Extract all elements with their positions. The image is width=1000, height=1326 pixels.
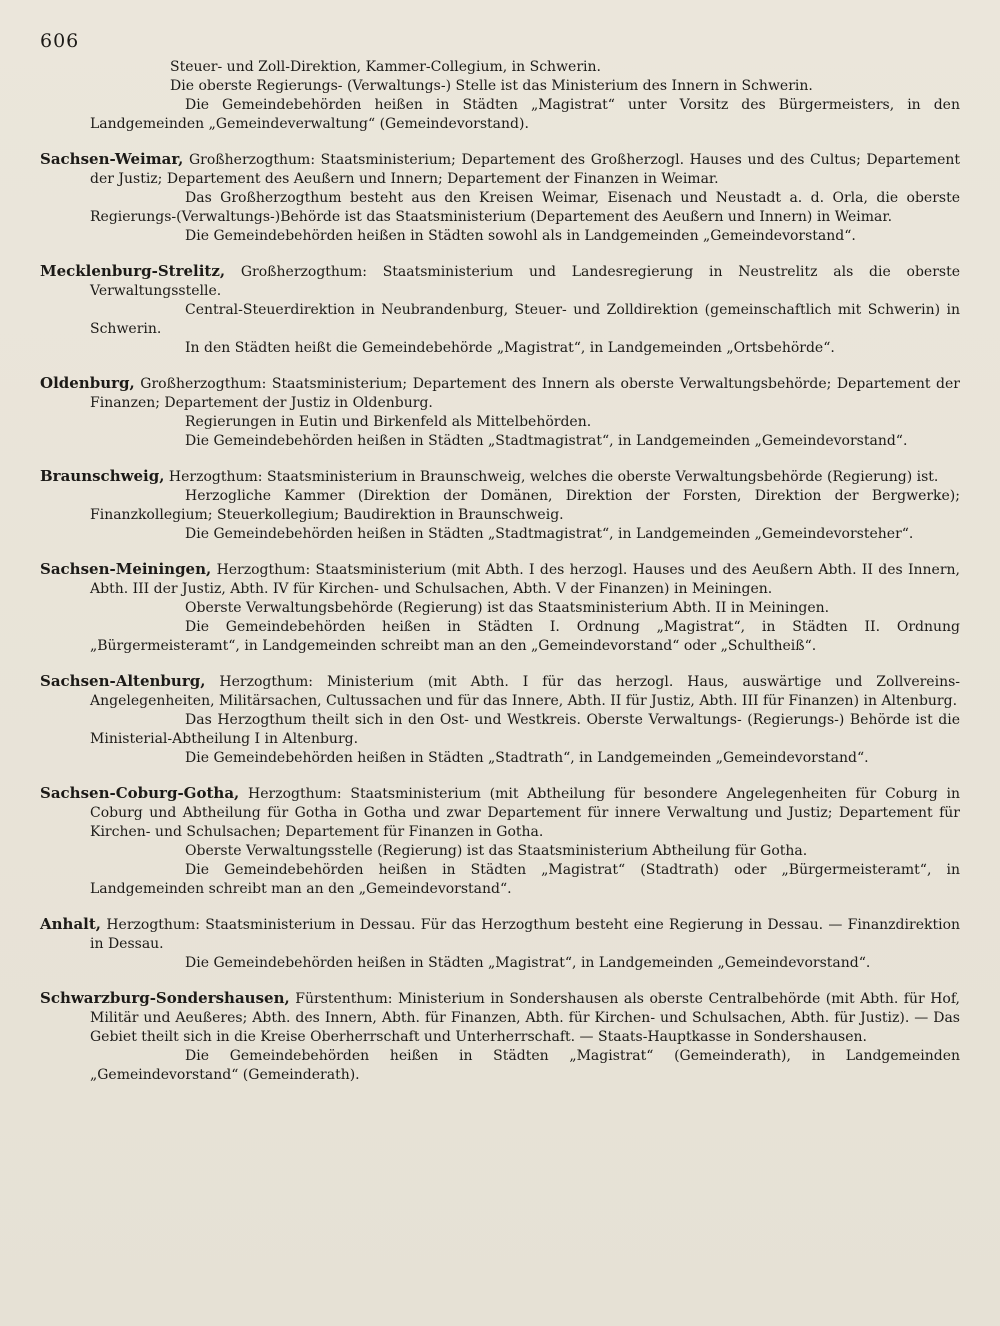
section-braunschweig (40, 467, 960, 544)
section-anhalt (40, 915, 960, 973)
intro-block (40, 58, 960, 134)
section-paragraph: Die Gemeindebehörden heißen in Städten „Stadtmagistrat“, in Landgemeinden „Gemeindevorstand“. (185, 433, 908, 449)
section-paragraph: Regierungen in Eutin und Birkenfeld als Mittelbehörden. (185, 414, 592, 430)
section-first-paragraph (40, 989, 960, 1047)
section-first-paragraph (40, 672, 960, 711)
state-name: Braunschweig, (40, 467, 165, 485)
section-first-text: Fürstenthum: Ministerium in Sondershausen als oberste Centralbehörde (mit Abth. für Hof, Militär und Aeußeres; Abth. des Innern, Abth. für Finanzen, Abth. für Kirchen- und Schulsachen, Abth. für Justiz). — Das Gebiet theilt sich in die Kreise Oberherrschaft und Unterherrschaft. — Staats-Hauptkasse in Sondershausen. (90, 991, 960, 1045)
section-paragraph: Die Gemeindebehörden heißen in Städten „Magistrat“ (Stadtrath) oder „Bürgermeisteramt“, in Landgemeinden schreibt man an den „Gemeindevorstand“. (90, 862, 960, 897)
section-first-text: Großherzogthum: Staatsministerium und Landesregierung in Neustrelitz als die oberste Verwaltungsstelle. (90, 264, 960, 299)
section-paragraph: Die Gemeindebehörden heißen in Städten „Stadtmagistrat“, in Landgemeinden „Gemeindevorsteher“. (185, 526, 914, 542)
section-paragraph: Das Großherzogthum besteht aus den Kreisen Weimar, Eisenach und Neustadt a. d. Orla, die oberste Regierungs-(Verwaltungs-)Behörde ist das Staatsministerium (Departement des Aeußern und Innern) in Weimar. (90, 190, 960, 225)
section-paragraph: Die Gemeindebehörden heißen in Städten „Magistrat“ (Gemeinderath), in Landgemeinden „Gemeindevorstand“ (Gemeinderath). (90, 1048, 960, 1083)
section-paragraph: Das Herzogthum theilt sich in den Ost- und Westkreis. Oberste Verwaltungs- (Regierungs-) Behörde ist die Ministerial-Abtheilung I in Altenburg. (90, 712, 960, 747)
state-name: Mecklenburg-Strelitz, (40, 262, 226, 280)
section-first-paragraph (40, 150, 960, 189)
section-paragraph: Central-Steuerdirektion in Neubrandenburg, Steuer- und Zolldirektion (gemeinschaftlich mit Schwerin) in Schwerin. (90, 302, 960, 337)
intro-line-3: Die Gemeindebehörden heißen in Städten „Magistrat“ unter Vorsitz des Bürgermeisters, in den Landgemeinden „Gemeindeverwaltung“ (Gemeindevorstand). (90, 97, 960, 132)
state-name: Sachsen-Coburg-Gotha, (40, 784, 240, 802)
section-first-text: Herzogthum: Staatsministerium (mit Abtheilung für besondere Angelegenheiten für Coburg in Coburg und Abtheilung für Gotha in Gotha und zwar Departement für innere Verwaltung und Justiz; Departement für Kirchen- und Schulsachen; Departement für Finanzen in Gotha. (90, 786, 961, 840)
section-first-paragraph (40, 915, 960, 954)
section-paragraph: Die Gemeindebehörden heißen in Städten „Stadtrath“, in Landgemeinden „Gemeindevorstand“. (185, 750, 869, 766)
section-first-text: Großherzogthum: Staatsministerium; Departement des Innern als oberste Verwaltungsbehörde; Departement der Finanzen; Departement der Justiz in Oldenburg. (90, 376, 961, 411)
section-paragraph: Herzogliche Kammer (Direktion der Domänen, Direktion der Forsten, Direktion der Bergwerke); Finanzkollegium; Steuerkollegium; Baudirektion in Braunschweig. (90, 488, 960, 523)
section-first-text: Herzogthum: Staatsministerium (mit Abth. I des herzogl. Hauses und des Aeußern Abth. II des Innern, Abth. III der Justiz, Abth. IV für Kirchen- und Schulsachen, Abth. V der Finanzen) in Meiningen. (90, 562, 960, 597)
page-number: 606 (40, 30, 80, 52)
state-name: Schwarzburg-Sondershausen, (40, 989, 290, 1007)
section-first-paragraph (40, 560, 960, 599)
intro-line-2: Die oberste Regierungs- (Verwaltungs-) Stelle ist das Ministerium des Innern in Schwerin. (170, 78, 813, 94)
section-first-text: Großherzogthum: Staatsministerium; Departement des Großherzogl. Hauses und des Cultus; Departement der Justiz; Departement des Aeußern und Innern; Departement der Finanzen in Weimar. (90, 152, 960, 187)
section-sachsen-coburg-gotha (40, 784, 960, 899)
section-paragraph: Die Gemeindebehörden heißen in Städten sowohl als in Landgemeinden „Gemeindevorstand“. (185, 228, 856, 244)
section-first-paragraph (40, 374, 960, 413)
section-paragraph: Die Gemeindebehörden heißen in Städten „Magistrat“, in Landgemeinden „Gemeindevorstand“. (185, 955, 871, 971)
section-schwarzburg-sondershausen (40, 989, 960, 1085)
section-oldenburg (40, 374, 960, 451)
intro-line-1: Steuer- und Zoll-Direktion, Kammer-Collegium, in Schwerin. (170, 59, 601, 75)
state-name: Sachsen-Altenburg, (40, 672, 206, 690)
section-sachsen-meiningen (40, 560, 960, 656)
state-name: Oldenburg, (40, 374, 135, 392)
section-mecklenburg-strelitz (40, 262, 960, 358)
sections (40, 150, 960, 1085)
section-first-text: Herzogthum: Staatsministerium in Dessau. Für das Herzogthum besteht eine Regierung in Dessau. — Finanzdirektion in Dessau. (90, 917, 961, 952)
section-first-paragraph (40, 784, 960, 842)
section-paragraph: Die Gemeindebehörden heißen in Städten I. Ordnung „Magistrat“, in Städten II. Ordnung „Bürgermeisteramt“, in Landgemeinden schreibt man an den „Gemeindevorstand“ oder „Schultheiß“. (90, 619, 960, 654)
state-name: Sachsen-Weimar, (40, 150, 184, 168)
section-first-paragraph (40, 262, 960, 301)
section-sachsen-altenburg (40, 672, 960, 768)
state-name: Sachsen-Meiningen, (40, 560, 212, 578)
section-paragraph: In den Städten heißt die Gemeindebehörde „Magistrat“, in Landgemeinden „Ortsbehörde“. (185, 340, 835, 356)
section-sachsen-weimar (40, 150, 960, 246)
section-first-paragraph (40, 467, 960, 487)
section-first-text: Herzogthum: Ministerium (mit Abth. I für das herzogl. Haus, auswärtige und Zollvereins-Angelegenheiten, Militärsachen, Cultussachen und für das Innere, Abth. II für Justiz, Abth. III für Finanzen) in Altenburg. (90, 674, 960, 709)
state-name: Anhalt, (40, 915, 102, 933)
section-paragraph: Oberste Verwaltungsbehörde (Regierung) ist das Staatsministerium Abth. II in Meiningen. (185, 600, 830, 616)
section-first-text: Herzogthum: Staatsministerium in Braunschweig, welches die oberste Verwaltungsbehörde (Regierung) ist. (168, 469, 939, 485)
section-paragraph: Oberste Verwaltungsstelle (Regierung) ist das Staatsministerium Abtheilung für Gotha. (185, 843, 808, 859)
